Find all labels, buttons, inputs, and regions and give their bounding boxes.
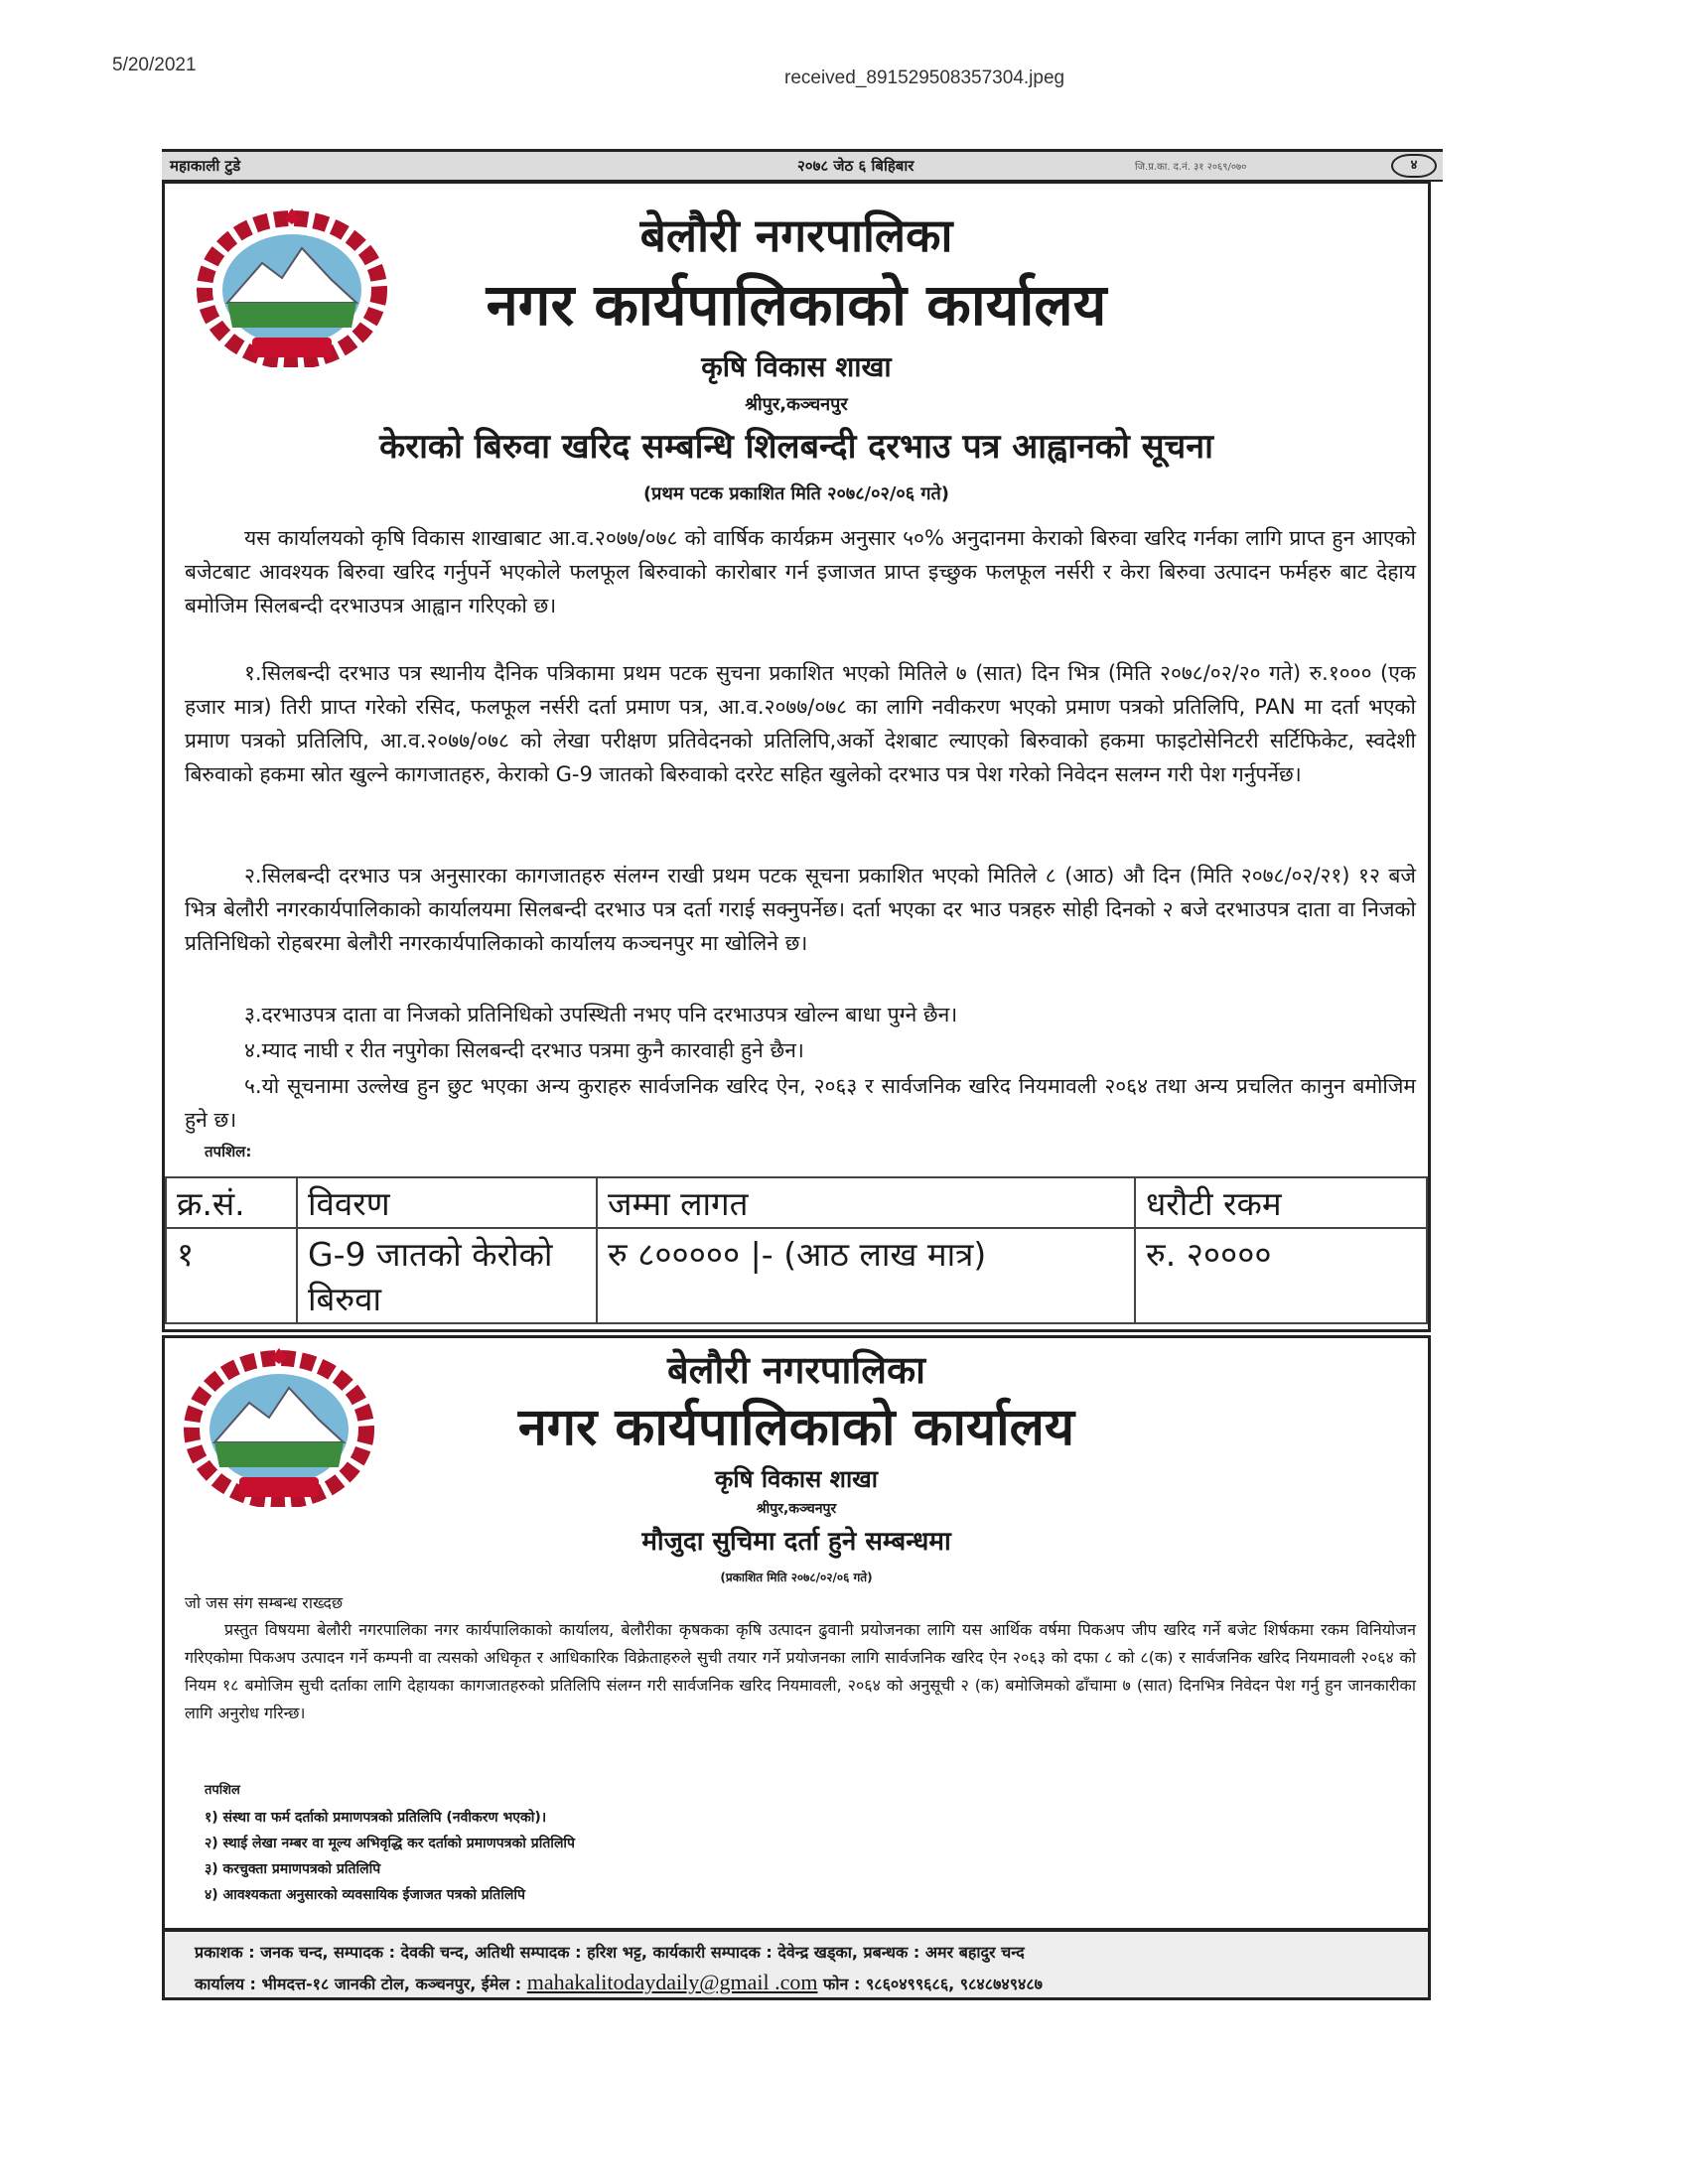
tender-notice	[162, 181, 1431, 1332]
office-contact: कार्यालय : भीमदत्त-१८ जानकी टोल, कञ्चनपुर, ईमेल : mahakalitodaydaily@gmail .com फोन : ९८६०४९९६८६, ९८४८७४९४८७	[195, 1970, 1043, 1994]
notice-title: मौजुदा सुचिमा दर्ता हुने सम्बन्धमा	[641, 1527, 951, 1557]
point-5: ५.यो सूचनामा उल्लेख हुन छुट भएका अन्य कुराहरु सार्वजनिक खरिद ऐन, २०६३ र सार्वजनिक खरिद नियमावली २०६४ तथा अन्य प्रचलित कानुन बमोजिम हुने छ।	[185, 1074, 1416, 1132]
first-published-date: (प्रथम पटक प्रकाशित मिति २०७८/०२/०६ गते)	[642, 483, 950, 504]
municipality-name: बेलौरी नगरपालिका	[639, 208, 953, 262]
print-date: 5/20/2021	[112, 55, 197, 75]
newspaper-name: महाकाली टुडे	[170, 157, 241, 175]
tender-table	[165, 1176, 1428, 1324]
municipality-name: बेलौरी नगरपालिका	[666, 1348, 925, 1392]
table-cell: १	[166, 1228, 297, 1323]
table-cell: रु. २००००	[1135, 1228, 1427, 1323]
table-cell: G-9 जातको केरोको बिरुवा	[297, 1228, 597, 1323]
office-name: नगर कार्यपालिकाको कार्यालय	[517, 1398, 1075, 1457]
place-name: श्रीपुर,कञ्चनपुर	[756, 1501, 837, 1517]
point-3: ३.दरभाउपत्र दाता वा निजको प्रतिनिधिको उपस्थिती नभए पनि दरभाउपत्र खोल्न बाधा पुग्ने छैन।	[244, 1003, 958, 1026]
table-header: क्र.सं.	[166, 1177, 297, 1228]
annex-label: तपशिल:	[205, 1143, 252, 1160]
page-number: ४	[1391, 154, 1437, 178]
email-link[interactable]: mahakalitodaydaily@gmail .com	[526, 1970, 818, 1994]
list-item: ४) आवश्यकता अनुसारको व्यवसायिक ईजाजत पत्रको प्रतिलिपि	[205, 1887, 525, 1903]
table-cell: रु ८००००० |- (आठ लाख मात्र)	[597, 1228, 1135, 1323]
table-row	[166, 1228, 1427, 1323]
branch-name: कृषि विकास शाखा	[714, 1465, 879, 1493]
table-header: जम्मा लागत	[597, 1177, 1135, 1228]
annex-label: तपशिल	[205, 1783, 240, 1798]
issue-date: २०७८ जेठ ६ बिहिबार	[797, 157, 914, 175]
required-documents-list	[205, 1805, 575, 1908]
list-item: १) संस्था वा फर्म दर्ताको प्रमाणपत्रको प्रतिलिपि (नवीकरण भएको)।	[205, 1810, 547, 1826]
publisher-credits: प्रकाशक : जनक चन्द, सम्पादक : देवकी चन्द, अतिथी सम्पादक : हरिश भट्ट, कार्यकारी सम्पादक : देवेन्द्र खड्का, प्रबन्धक : अमर बहादुर चन्द	[195, 1943, 1025, 1962]
intro-paragraph: यस कार्यालयको कृषि विकास शाखाबाट आ.व.२०७७/०७८ को वार्षिक कार्यक्रम अनुसार ५०% अनुदानमा केराको बिरुवा खरिद गर्नका लागि प्राप्त हुन आएको बजेटबाट आवश्यक बिरुवा खरिद गर्नुपर्ने भएकोले फलफूल बिरुवाको कारोबार गर्न इजाजत प्राप्त इच्छुक फलफूल नर्सरी र केरा बिरुवा उत्पादन फर्महरु बाट देहाय बमोजिम सिलबन्दी दरभाउपत्र आह्वान गरिएको छ।	[185, 526, 1416, 617]
place-name: श्रीपुर,कञ्चनपुर	[745, 394, 848, 415]
file-name: received_891529508357304.jpeg	[784, 68, 1065, 88]
body-paragraph: प्रस्तुत विषयमा बेलौरी नगरपालिका नगर कार्यपालिकाको कार्यालय, बेलौरीका कृषकका कृषि उत्पादन ढुवानी प्रयोजनका लागि यस आर्थिक वर्षमा पिकअप जीप खरिद गर्ने बजेट शिर्षकमा रकम विनियोजन गरिएकोमा पिकअप उत्पादन गर्ने कम्पनी वा त्यसको अधिकृत र आधिकारिक विक्रेताहरुले सुची तयार गर्ने प्रयोजनका लागि सार्वजनिक खरिद ऐन २०६३ को दफा ८ को ८(क) र सार्वजनिक खरिद नियमावली २०६४ को नियम १८ बमोजिम सुची दर्ताका लागि देहायका कागजातहरुको प्रतिलिपि संलग्न गरी सार्वजनिक खरिद नियमावली, २०६४ को अनुसूची २ (क) बमोजिमको ढाँचामा ७ (सात) दिनभित्र निवेदन पेश गर्नु हुन जानकारीका लागि अनुरोध गरिन्छ।	[185, 1620, 1416, 1722]
newspaper-header-strip	[162, 149, 1443, 182]
salutation: जो जस संग सम्बन्ध राख्दछ	[185, 1593, 344, 1612]
office-name: नगर कार्यपालिकाको कार्यालय	[486, 271, 1107, 339]
point-2: २.सिलबन्दी दरभाउ पत्र अनुसारका कागजातहरु संलग्न राखी प्रथम पटक सूचना प्रकाशित भएको मितिले ८ (आठ) औ दिन (मिति २०७८/०२/२१) १२ बजे भित्र बेलौरी नगरकार्यपालिकाको कार्यालयमा सिलबन्दी दरभाउ पत्र दर्ता गराई सक्नुपर्नेछ। दर्ता भएका दर भाउ पत्रहरु सोही दिनको २ बजे दरभाउपत्र दाता वा निजको प्रतिनिधिको रोहबरमा बेलौरी नगरकार्यपालिकाको कार्यालय कञ्चनपुर मा खोलिने छ।	[185, 864, 1416, 955]
point-1: १.सिलबन्दी दरभाउ पत्र स्थानीय दैनिक पत्रिकामा प्रथम पटक सुचना प्रकाशित भएको मितिले ७ (सात) दिन भित्र (मिति २०७८/०२/२० गते) रु.१००० (एक हजार मात्र) तिरी प्राप्त गरेको रसिद, फलफूल नर्सरी दर्ता प्रमाण पत्र, आ.व.२०७७/०७८ का लागि नवीकरण भएको प्रमाण पत्रको प्रतिलिपि, PAN मा दर्ता भएको प्रमाण पत्रको प्रतिलिपि, आ.व.२०७७/०७८ को लेखा परीक्षण प्रतिवेदनको प्रतिलिपि,अर्को देशबाट ल्याएको बिरुवाको हकमा फाइटोसेनिटरी सर्टिफिकेट, स्वदेशी बिरुवाको हकमा स्रोत खुल्ने कागजातहरु, केराको G-9 जातको बिरुवाको दररेट सहित खुलेको दरभाउ पत्र पेश गरेको निवेदन सलग्न गरी पेश गर्नुपर्नेछ।	[185, 661, 1416, 786]
supplier-list-notice	[162, 1335, 1431, 1931]
registration-number: जि.प्र.का. द.नं. ३१ २०६९/०७०	[1135, 162, 1247, 173]
publisher-footer	[162, 1929, 1431, 2000]
notice-title: केराको बिरुवा खरिद सम्बन्धि शिलबन्दी दरभाउ पत्र आह्वानको सूचना	[379, 427, 1213, 467]
list-item: ३) करचुक्ता प्रमाणपत्रको प्रतिलिपि	[205, 1861, 381, 1877]
table-header: धरौटी रकम	[1135, 1177, 1427, 1228]
list-item: २) स्थाई लेखा नम्बर वा मूल्य अभिवृद्धि कर दर्ताको प्रमाणपत्रको प्रतिलिपि	[205, 1836, 576, 1851]
point-4: ४.म्याद नाघी र रीत नपुगेका सिलबन्दी दरभाउ पत्रमा कुनै कारवाही हुने छैन।	[244, 1038, 804, 1062]
table-header: विवरण	[297, 1177, 597, 1228]
published-date: (प्रकाशित मिति २०७८/०२/०६ गते)	[720, 1570, 873, 1584]
branch-name: कृषि विकास शाखा	[701, 350, 892, 383]
